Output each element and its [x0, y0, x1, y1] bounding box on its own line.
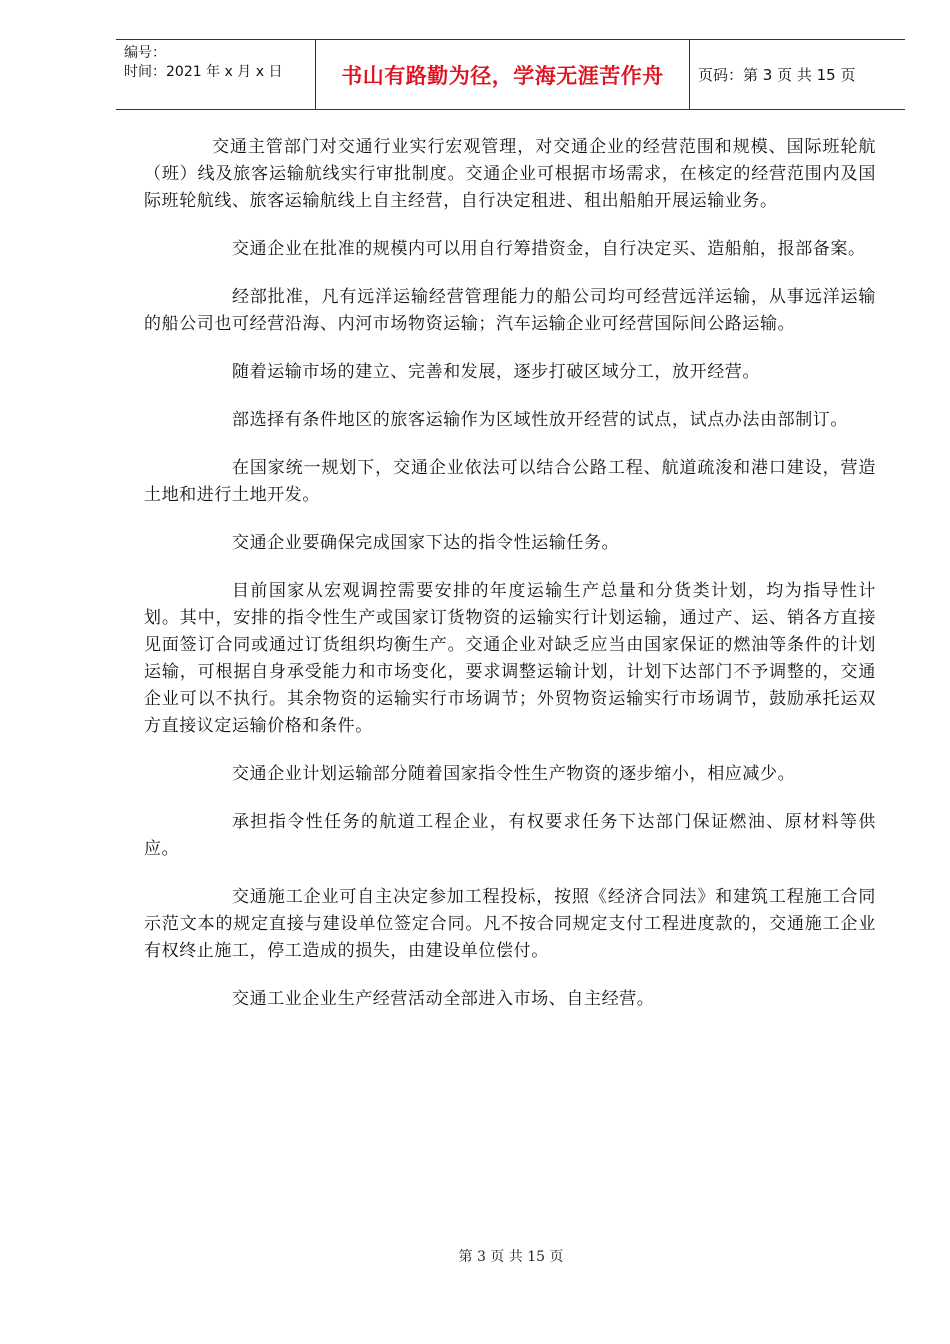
paragraph: 交通主管部门对交通行业实行宏观管理，对交通企业的经营范围和规模、国际班轮航（班）线及旅客运输航线实行审批制度。交通企业可根据市场需求，在核定的经营范围内及国际班轮航线、旅客运输航线上自主经营，自行决定租进、租出船舶开展运输业务。	[144, 137, 876, 211]
paragraph: 交通施工企业可自主决定参加工程投标，按照《经济合同法》和建筑工程施工合同示范文本的规定直接与建设单位签定合同。凡不按合同规定支付工程进度款的，交通施工企业有权终止施工，停工造成的损失，由建设单位偿付。	[144, 887, 876, 961]
document-number: 编号：	[124, 45, 166, 61]
paragraph: 交通企业在批准的规模内可以用自行筹措资金，自行决定买、造船舶，报部备案。	[232, 239, 866, 259]
document-date: 时间：2021 年 x 月 x 日	[124, 64, 283, 80]
paragraph: 交通企业要确保完成国家下达的指令性运输任务。	[232, 533, 620, 553]
paragraph: 交通企业计划运输部分随着国家指令性生产物资的逐步缩小，相应减少。	[232, 764, 796, 784]
paragraph: 经部批准，凡有远洋运输经营管理能力的船公司均可经营远洋运输，从事远洋运输的船公司也可经营沿海、内河市场物资运输；汽车运输企业可经营国际间公路运输。	[144, 287, 876, 334]
header-page-number: 页码：第 3 页 共 15 页	[698, 66, 856, 84]
header-motto: 书山有路勤为径，学海无涯苦作舟	[316, 40, 690, 109]
paragraph: 承担指令性任务的航道工程企业，有权要求任务下达部门保证燃油、原材料等供应。	[144, 812, 876, 859]
paragraph: 在国家统一规划下，交通企业依法可以结合公路工程、航道疏浚和港口建设，营造土地和进行土地开发。	[144, 458, 876, 505]
page-footer: 第 3 页 共 15 页	[458, 1249, 564, 1265]
page-header	[116, 39, 905, 110]
paragraph: 随着运输市场的建立、完善和发展，逐步打破区域分工，放开经营。	[232, 362, 760, 382]
paragraph: 部选择有条件地区的旅客运输作为区域性放开经营的试点，试点办法由部制订。	[232, 410, 848, 430]
paragraph: 目前国家从宏观调控需要安排的年度运输生产总量和分货类计划，均为指导性计划。其中，安排的指令性生产或国家订货物资的运输实行计划运输，通过产、运、销各方直接见面签订合同或通过订货组织均衡生产。交通企业对缺乏应当由国家保证的燃油等条件的计划运输，可根据自身承受能力和市场变化，要求调整运输计划，计划下达部门不予调整的，交通企业可以不执行。其余物资的运输实行市场调节；外贸物资运输实行市场调节，鼓励承托运双方直接议定运输价格和条件。	[144, 581, 876, 736]
paragraph: 交通工业企业生产经营活动全部进入市场、自主经营。	[232, 989, 655, 1009]
header-meta	[116, 40, 316, 109]
document-body	[144, 134, 876, 1034]
